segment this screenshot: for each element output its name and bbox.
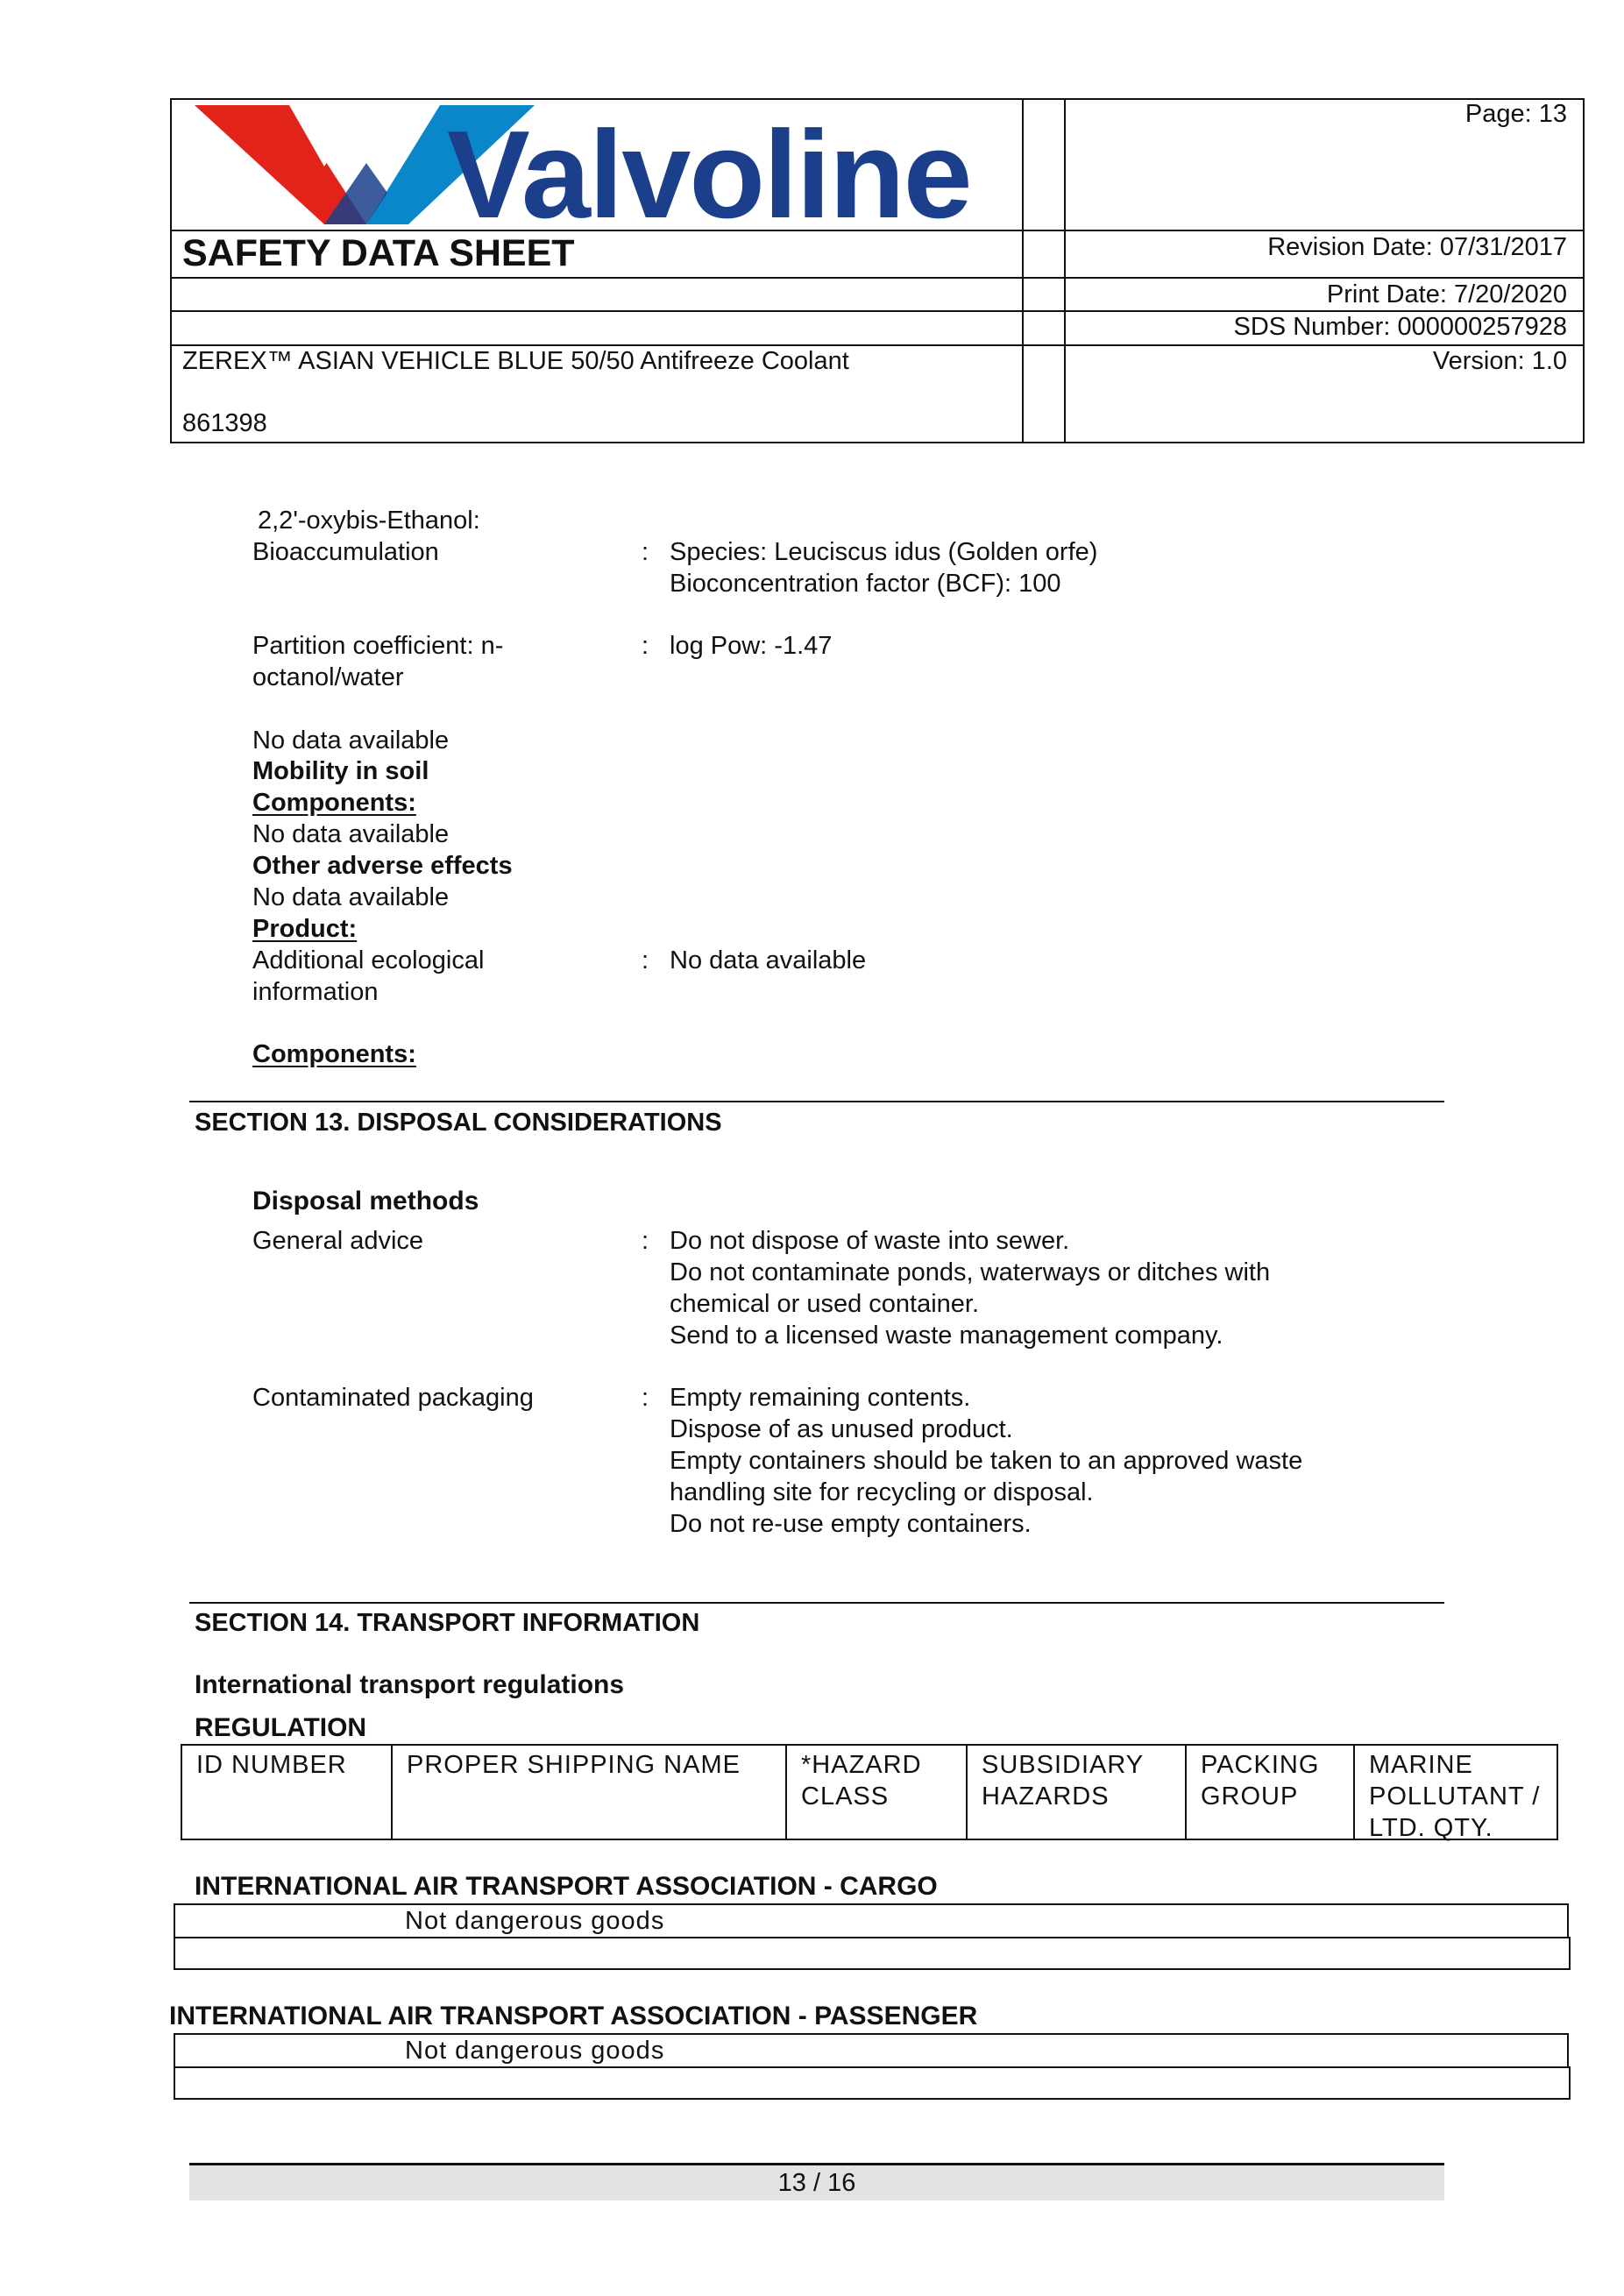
- page-label: Page: 13: [1464, 100, 1567, 128]
- partition-label-2: octanol/water: [252, 663, 404, 691]
- table-row: [174, 1937, 1571, 1970]
- table-header-cell: SUBSIDIARY HAZARDS: [966, 1744, 1187, 1840]
- component-name: 2,2'-oxybis-Ethanol:: [258, 507, 480, 535]
- table-header-cell: *HAZARD CLASS: [785, 1744, 968, 1840]
- general-advice-label: General advice: [252, 1227, 424, 1255]
- product-code: 861398: [182, 409, 267, 437]
- iata-passenger-value: Not dangerous goods: [405, 2037, 665, 2065]
- iata-passenger-heading: INTERNATIONAL AIR TRANSPORT ASSOCIATION - PASSENGER: [169, 2002, 978, 2030]
- colon: :: [642, 1227, 649, 1255]
- partition-value: log Pow: -1.47: [670, 632, 833, 660]
- table-row: [174, 2033, 1569, 2068]
- colon: :: [642, 1384, 649, 1412]
- no-data-text: No data available: [252, 883, 450, 911]
- packaging-line: handling site for recycling or disposal.: [670, 1478, 1094, 1506]
- other-effects-heading: Other adverse effects: [252, 852, 513, 880]
- table-header-cell: MARINE POLLUTANT / LTD. QTY.: [1353, 1744, 1558, 1840]
- header-divider: [1064, 98, 1066, 443]
- disposal-methods-heading: Disposal methods: [252, 1187, 479, 1215]
- components-heading: Components:: [252, 1040, 416, 1068]
- intl-regulations-heading: International transport regulations: [195, 1670, 625, 1699]
- regulation-heading: REGULATION: [195, 1713, 367, 1742]
- table-header-cell: ID NUMBER: [181, 1744, 393, 1840]
- table-row: [174, 2066, 1571, 2100]
- sds-number: SDS Number: 000000257928: [1233, 313, 1567, 341]
- packaging-line: Empty remaining contents.: [670, 1384, 971, 1412]
- colon: :: [642, 538, 649, 566]
- general-advice-line: Do not dispose of waste into sewer.: [670, 1227, 1070, 1255]
- general-advice-line: chemical or used container.: [670, 1290, 980, 1318]
- additional-info-label: Additional ecological: [252, 946, 485, 974]
- section-divider: [189, 1602, 1444, 1604]
- version: Version: 1.0: [1432, 347, 1567, 375]
- iata-cargo-heading: INTERNATIONAL AIR TRANSPORT ASSOCIATION - CARGO: [195, 1872, 938, 1901]
- no-data-text: No data available: [252, 726, 450, 755]
- packaging-line: Empty containers should be taken to an approved waste: [670, 1447, 1303, 1475]
- partition-label: Partition coefficient: n-: [252, 632, 504, 660]
- additional-info-label-2: information: [252, 978, 379, 1006]
- table-header-cell: PACKING GROUP: [1185, 1744, 1355, 1840]
- additional-info-value: No data available: [670, 946, 867, 974]
- bioaccumulation-label: Bioaccumulation: [252, 538, 439, 566]
- print-date: Print Date: 7/20/2020: [1326, 280, 1567, 308]
- section-13-title: SECTION 13. DISPOSAL CONSIDERATIONS: [195, 1109, 722, 1137]
- bcf-value: Bioconcentration factor (BCF): 100: [670, 570, 1061, 598]
- header-divider: [1022, 98, 1024, 443]
- no-data-text: No data available: [252, 820, 450, 848]
- general-advice-line: Send to a licensed waste management company.: [670, 1322, 1223, 1350]
- packaging-line: Do not re-use empty containers.: [670, 1510, 1032, 1538]
- product-heading: Product:: [252, 915, 358, 943]
- brand-wordmark: Valvoline: [447, 105, 971, 244]
- valvoline-logo: [193, 102, 1017, 244]
- packaging-label: Contaminated packaging: [252, 1384, 534, 1412]
- section-divider: [189, 1101, 1444, 1102]
- revision-date: Revision Date: 07/31/2017: [1267, 233, 1567, 261]
- general-advice-line: Do not contaminate ponds, waterways or ditches with: [670, 1258, 1271, 1286]
- product-name: ZEREX™ ASIAN VEHICLE BLUE 50/50 Antifreeze Coolant: [182, 347, 849, 375]
- document-type-title: SAFETY DATA SHEET: [182, 232, 575, 274]
- mobility-heading: Mobility in soil: [252, 757, 429, 785]
- colon: :: [642, 946, 649, 974]
- packaging-line: Dispose of as unused product.: [670, 1415, 1013, 1443]
- table-row: [174, 1903, 1569, 1938]
- species-value: Species: Leuciscus idus (Golden orfe): [670, 538, 1098, 566]
- iata-cargo-value: Not dangerous goods: [405, 1907, 665, 1935]
- table-header-cell: PROPER SHIPPING NAME: [391, 1744, 787, 1840]
- colon: :: [642, 632, 649, 660]
- components-heading: Components:: [252, 789, 416, 817]
- page-indicator: 13 / 16: [777, 2169, 856, 2197]
- section-14-title: SECTION 14. TRANSPORT INFORMATION: [195, 1609, 700, 1637]
